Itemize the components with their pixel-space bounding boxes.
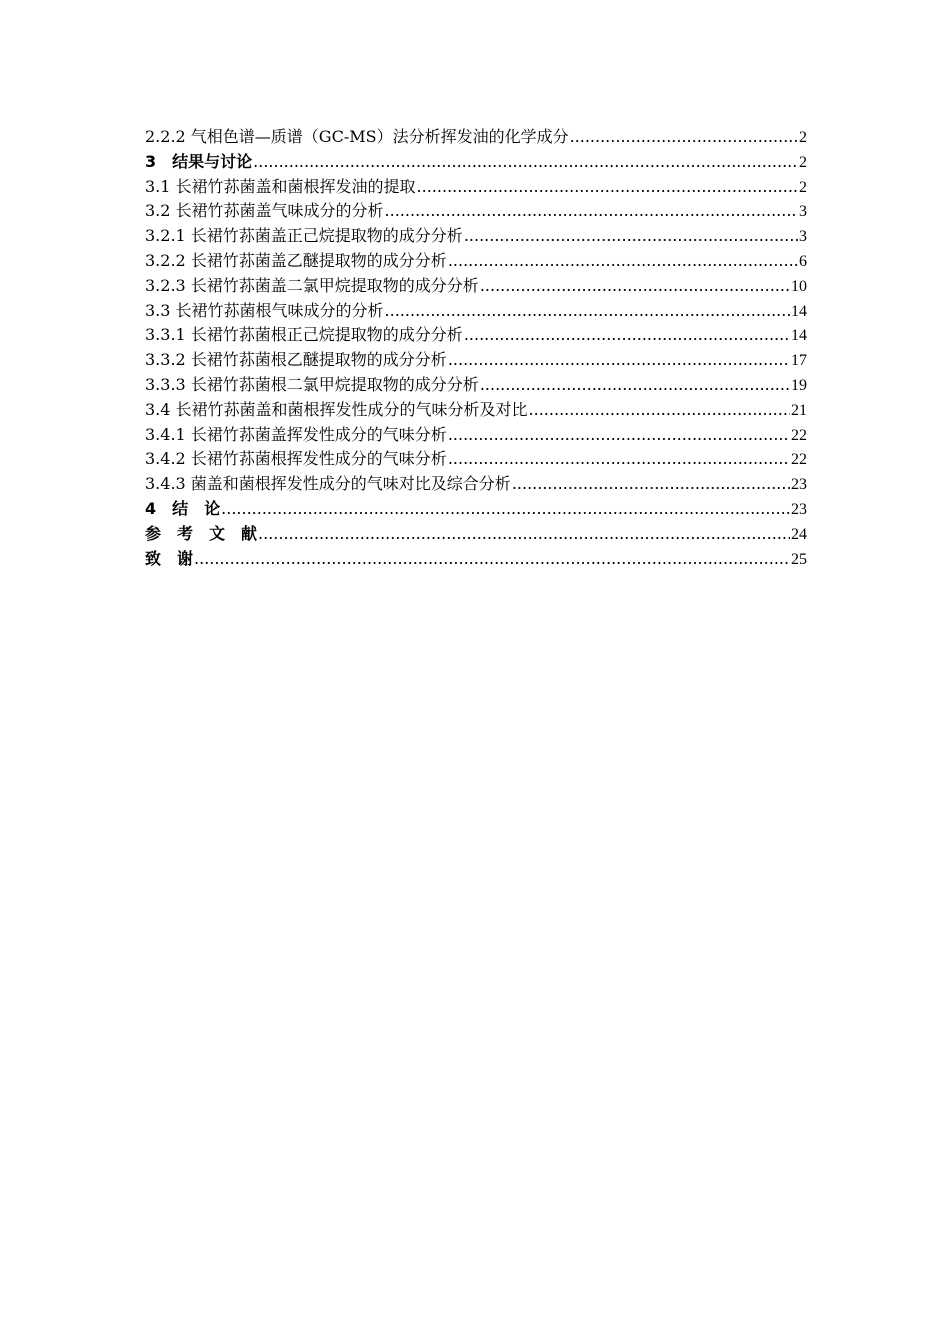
- dot-leader: [253, 150, 798, 175]
- toc-entry-page: 14: [791, 302, 807, 320]
- toc-entry-page: 21: [791, 401, 807, 419]
- toc-entry-page: 19: [791, 376, 807, 394]
- toc-entry-page: 17: [791, 352, 807, 370]
- table-of-contents: [145, 125, 807, 571]
- toc-entry-page: 3: [799, 203, 807, 221]
- toc-entry[interactable]: [145, 447, 807, 472]
- toc-entry-page: 14: [791, 327, 807, 345]
- toc-entry-title: 3.3.2 长裙竹荪菌根乙醚提取物的成分分析: [145, 350, 447, 370]
- toc-entry-title: 3.3.1 长裙竹荪菌根正己烷提取物的成分分析: [145, 325, 463, 345]
- toc-entry-title: 3 结果与讨论: [145, 151, 253, 171]
- toc-entry-page: 22: [791, 451, 807, 469]
- toc-entry[interactable]: [145, 423, 807, 448]
- toc-entry-title: 参 考 文 献: [145, 523, 258, 543]
- toc-entry[interactable]: [145, 175, 807, 200]
- dot-leader: [448, 249, 798, 274]
- dot-leader: [448, 447, 790, 472]
- toc-entry-title: 4 结 论: [145, 498, 221, 518]
- toc-entry-title: 3.3 长裙竹荪菌根气味成分的分析: [145, 300, 384, 320]
- toc-entry-page: 23: [791, 500, 807, 518]
- dot-leader: [385, 299, 790, 324]
- toc-entry[interactable]: [145, 348, 807, 373]
- toc-entry[interactable]: [145, 299, 807, 324]
- dot-leader: [385, 199, 798, 224]
- toc-entry-title: 3.2 长裙竹荪菌盖气味成分的分析: [145, 201, 384, 221]
- dot-leader: [512, 472, 790, 497]
- toc-entry[interactable]: [145, 249, 807, 274]
- dot-leader: [194, 547, 790, 572]
- toc-entry-title: 3.4.1 长裙竹荪菌盖挥发性成分的气味分析: [145, 424, 447, 444]
- dot-leader: [570, 125, 798, 150]
- toc-entry-title: 致 谢: [145, 548, 194, 568]
- toc-entry-page: 10: [791, 277, 807, 295]
- dot-leader: [417, 175, 798, 200]
- dot-leader: [464, 224, 798, 249]
- toc-entry[interactable]: [145, 398, 807, 423]
- toc-entry-page: 2: [799, 178, 807, 196]
- toc-entry[interactable]: [145, 522, 807, 547]
- toc-entry-page: 6: [799, 252, 807, 270]
- toc-entry-title: 3.4.3 菌盖和菌根挥发性成分的气味对比及综合分析: [145, 474, 511, 494]
- toc-entry-title: 2.2.2 气相色谱—质谱（GC-MS）法分析挥发油的化学成分: [145, 127, 569, 146]
- toc-entry-page: 3: [799, 228, 807, 246]
- toc-entry[interactable]: [145, 547, 807, 572]
- dot-leader: [221, 497, 790, 522]
- toc-entry[interactable]: [145, 497, 807, 522]
- dot-leader: [448, 348, 790, 373]
- toc-entry-page: 24: [791, 525, 807, 543]
- toc-entry[interactable]: [145, 323, 807, 348]
- toc-entry-page: 2: [799, 129, 807, 146]
- toc-entry[interactable]: [145, 274, 807, 299]
- toc-entry[interactable]: [145, 373, 807, 398]
- dot-leader: [464, 323, 790, 348]
- toc-entry[interactable]: [145, 150, 807, 175]
- toc-entry[interactable]: [145, 224, 807, 249]
- toc-entry-title: 3.1 长裙竹荪菌盖和菌根挥发油的提取: [145, 176, 416, 196]
- toc-entry[interactable]: [145, 125, 807, 150]
- toc-entry-page: 22: [791, 426, 807, 444]
- dot-leader: [258, 522, 790, 547]
- toc-entry[interactable]: [145, 199, 807, 224]
- toc-entry-title: 3.4.2 长裙竹荪菌根挥发性成分的气味分析: [145, 449, 447, 469]
- dot-leader: [480, 373, 790, 398]
- toc-entry-title: 3.2.1 长裙竹荪菌盖正己烷提取物的成分分析: [145, 226, 463, 246]
- toc-entry-title: 3.3.3 长裙竹荪菌根二氯甲烷提取物的成分分析: [145, 374, 479, 394]
- toc-entry-page: 2: [799, 153, 807, 171]
- toc-entry-title: 3.4 长裙竹荪菌盖和菌根挥发性成分的气味分析及对比: [145, 399, 528, 419]
- toc-entry-page: 25: [791, 550, 807, 568]
- dot-leader: [448, 423, 790, 448]
- toc-entry-page: 23: [791, 476, 807, 494]
- toc-entry-title: 3.2.2 长裙竹荪菌盖乙醚提取物的成分分析: [145, 250, 447, 270]
- dot-leader: [529, 398, 790, 423]
- dot-leader: [480, 274, 790, 299]
- toc-entry-title: 3.2.3 长裙竹荪菌盖二氯甲烷提取物的成分分析: [145, 275, 479, 295]
- toc-entry[interactable]: [145, 472, 807, 497]
